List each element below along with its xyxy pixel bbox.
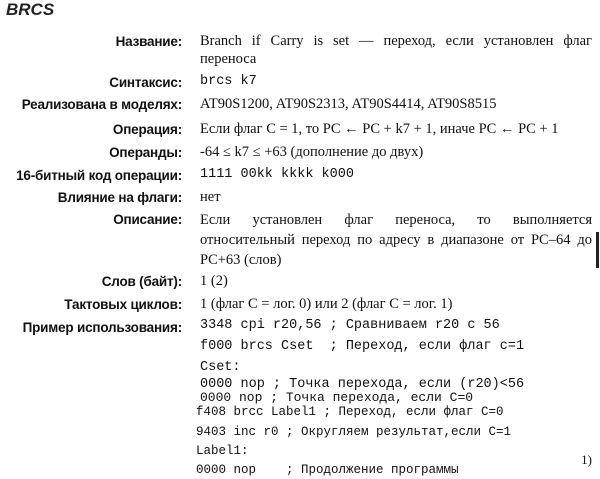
field-label: Слов (байт):	[101, 274, 182, 289]
field-label: Операнды:	[109, 145, 182, 160]
field-value: 1 (2)	[200, 273, 228, 289]
field-value: Branch if Carry is set — переход, если установлен флаг переноса	[200, 33, 592, 67]
code-line: Cset:	[200, 360, 241, 375]
field-label: Операция:	[112, 122, 182, 137]
code-line: 0000 nop ; Точка перехода, если C=0	[200, 390, 474, 405]
code-line: 3348 cpi r20,56 ; Сравниваем r20 с 56	[200, 318, 500, 333]
field-label: Описание:	[113, 212, 182, 227]
page-title: BRCS	[6, 0, 55, 19]
field-value: Если установлен флаг переноса, то выполняется относительный переход по адресу в диапазоне от PC–64 до PC+63 (слов)	[200, 212, 592, 268]
page-edge-mark	[596, 232, 599, 268]
field-value: Если флаг С = 1, то PC ← PC + k7 + 1, иначе PC ← PC + 1	[200, 121, 559, 137]
code-line: 0000 nop ; Точка перехода, если (r20)<56	[200, 377, 525, 392]
field-label: Синтаксис:	[109, 75, 182, 90]
field-label: 16-битный код операции:	[16, 168, 182, 183]
code-line: 0000 nop ; Продолжение программы	[196, 463, 459, 477]
field-value: -64 ≤ k7 ≤ +63 (дополнение до двух)	[200, 144, 424, 160]
field-value: AT90S1200, AT90S2313, AT90S4414, AT90S8515	[200, 96, 497, 112]
code-line: f000 brcs Cset ; Переход, если флаг с=1	[200, 339, 525, 354]
code-line: Label1:	[196, 444, 249, 458]
field-value: brcs k7	[200, 74, 257, 89]
code-line: 9403 inc r0 ; Округляем результат,если C=1	[196, 425, 512, 439]
field-value: 1 (флаг С = лог. 0) или 2 (флаг С = лог. 1)	[200, 296, 453, 312]
field-label: Пример использования:	[22, 320, 182, 335]
field-label: Тактовых циклов:	[64, 297, 182, 312]
field-label: Реализована в моделях:	[21, 97, 182, 112]
field-label: Влияние на флаги:	[57, 190, 182, 205]
margin-note: 1)	[581, 452, 592, 467]
field-value: 1111 00kk kkkk k000	[200, 167, 354, 182]
field-value: нет	[200, 189, 221, 205]
code-line: f408 brcc Label1 ; Переход, если флаг C=0	[196, 405, 504, 419]
field-label: Название:	[115, 34, 182, 49]
